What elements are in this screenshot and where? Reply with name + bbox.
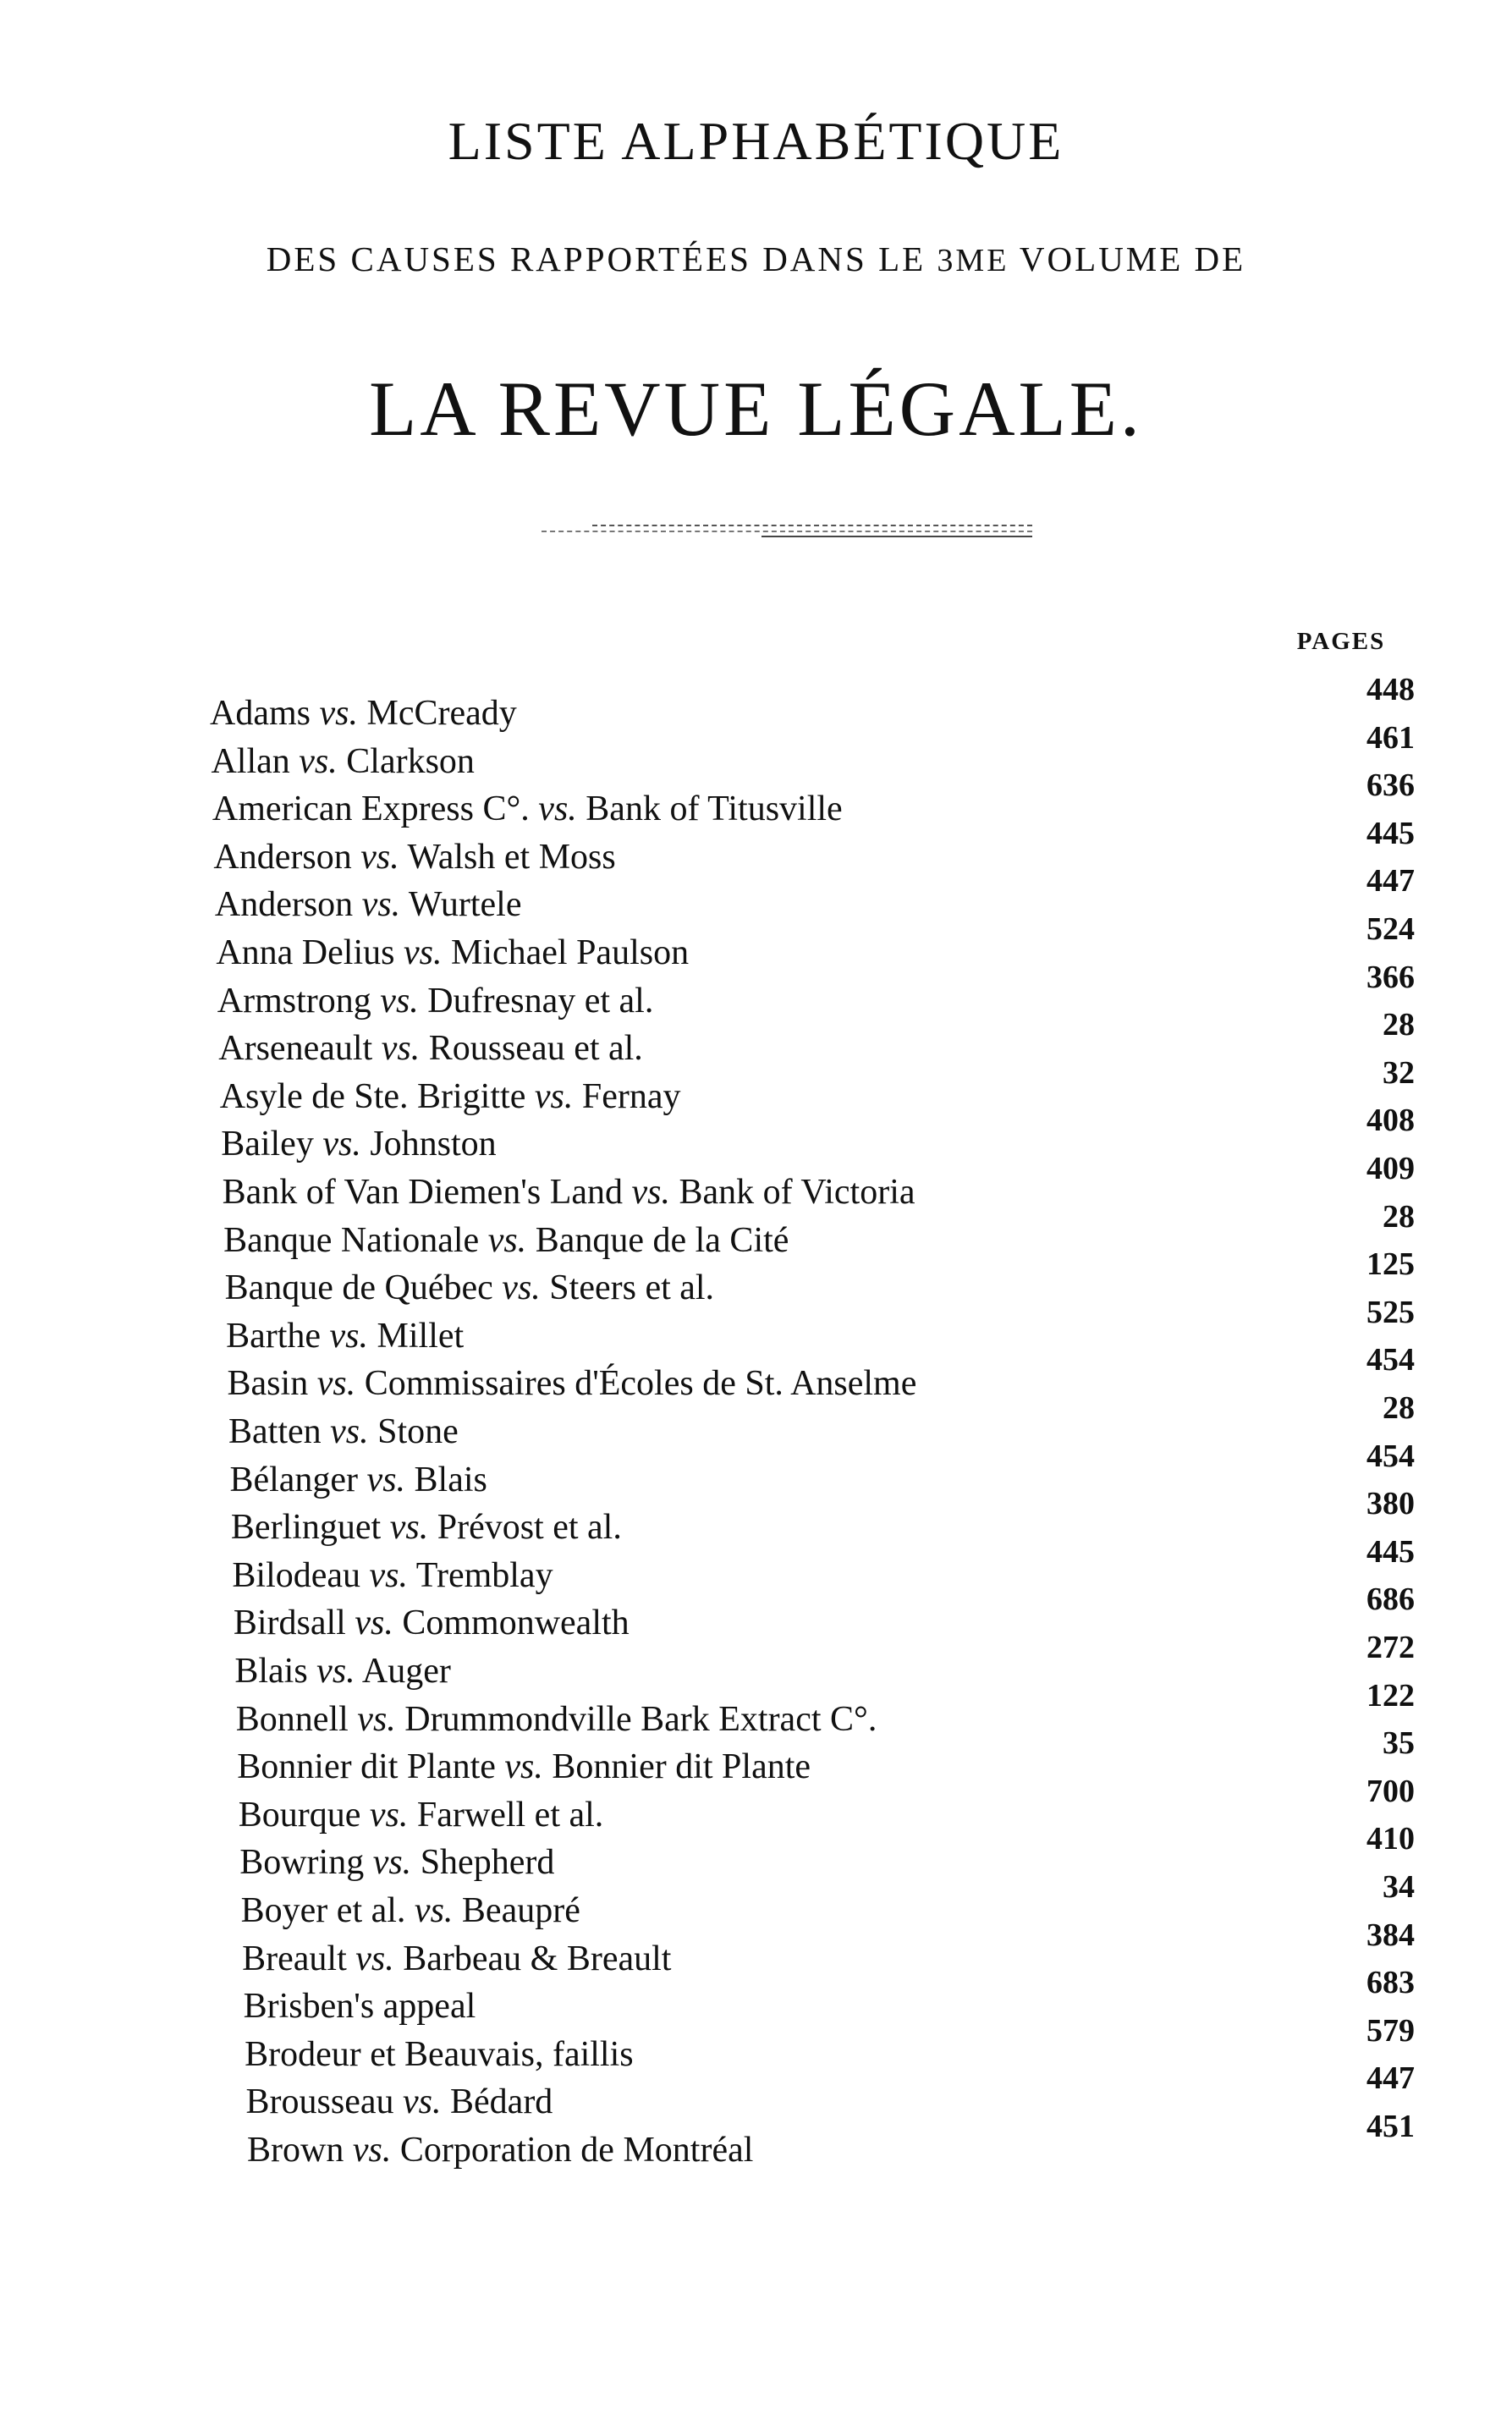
page-number: 686 — [1366, 1582, 1415, 1618]
defendant: Stone — [377, 1412, 459, 1451]
defendant: Dufresnay et al. — [427, 981, 654, 1020]
case-name — [232, 1552, 553, 1599]
case-title: Brodeur et Beauvais, faillis — [245, 2034, 634, 2074]
case-name — [236, 1696, 877, 1743]
case-name — [210, 690, 517, 737]
page-number: 461 — [1366, 719, 1415, 756]
case-name — [218, 1025, 643, 1072]
page-number: 445 — [1366, 815, 1415, 851]
plaintiff: Armstrong — [217, 981, 371, 1020]
defendant: Auger — [361, 1652, 451, 1691]
plaintiff: Bonnell — [235, 1699, 349, 1739]
page-number: 636 — [1366, 767, 1415, 804]
plaintiff: Anderson — [213, 837, 352, 877]
plaintiff: Breault — [242, 1939, 347, 1978]
defendant: Beaupré — [461, 1891, 580, 1930]
versus-label: vs. — [538, 789, 577, 829]
defendant: Wurtele — [408, 885, 522, 925]
case-title: Brisben's appeal — [243, 1987, 476, 2027]
page-number: 410 — [1366, 1821, 1415, 1857]
subtitle-before: DES CAUSES RAPPORTÉES DANS LE — [266, 239, 937, 278]
subtitle-ordinal: 3ME — [937, 243, 1009, 278]
defendant: Clarkson — [346, 741, 475, 781]
case-name — [237, 1743, 811, 1791]
plaintiff: Bélanger — [229, 1460, 359, 1499]
case-name — [213, 833, 615, 881]
page-number: 125 — [1366, 1246, 1415, 1283]
plaintiff: Batten — [228, 1412, 322, 1451]
plaintiff: Anna Delius — [216, 933, 395, 972]
page-number: 35 — [1383, 1725, 1415, 1762]
defendant: Millet — [377, 1316, 465, 1356]
versus-label: vs. — [389, 1508, 429, 1548]
defendant: Steers et al. — [549, 1268, 715, 1308]
plaintiff: Bourque — [238, 1795, 361, 1835]
case-name — [226, 1312, 464, 1360]
defendant: Barbeau & Breault — [403, 1939, 672, 1978]
plaintiff: Bailey — [221, 1125, 314, 1164]
versus-label: vs. — [299, 741, 338, 781]
case-name — [228, 1360, 917, 1407]
case-name — [247, 2126, 753, 2174]
plaintiff: Banque Nationale — [223, 1220, 480, 1260]
defendant: Blais — [414, 1460, 487, 1499]
page-number: 448 — [1366, 672, 1415, 707]
versus-label: vs. — [369, 1555, 409, 1595]
defendant: Bédard — [450, 2082, 553, 2122]
case-name — [211, 738, 474, 785]
plaintiff: Barthe — [226, 1316, 322, 1356]
page-number: 454 — [1366, 1438, 1415, 1474]
case-name — [239, 1791, 604, 1839]
versus-label: vs. — [534, 1076, 574, 1116]
versus-label: vs. — [504, 1747, 543, 1787]
page-number: 451 — [1366, 2109, 1415, 2144]
plaintiff: Bilodeau — [232, 1555, 361, 1595]
versus-label: vs. — [380, 981, 419, 1020]
case-name — [217, 977, 654, 1025]
versus-label: vs. — [322, 1125, 361, 1164]
case-name — [223, 1217, 789, 1264]
plaintiff: Adams — [210, 694, 311, 733]
case-name — [225, 1264, 714, 1312]
case-name — [244, 1983, 476, 2030]
page-number: 579 — [1366, 2012, 1415, 2049]
case-name — [215, 881, 522, 928]
versus-label: vs. — [369, 1795, 409, 1835]
defendant: Prévost et al. — [437, 1508, 622, 1548]
versus-label: vs. — [361, 885, 401, 925]
defendant: Michael Paulson — [450, 933, 690, 972]
case-name — [242, 1935, 671, 1983]
case-name — [231, 1504, 622, 1551]
versus-label: vs. — [330, 1412, 369, 1451]
versus-label: vs. — [403, 933, 443, 972]
versus-label: vs. — [366, 1460, 406, 1499]
plaintiff: Basin — [227, 1364, 309, 1404]
defendant: Bank of Titusville — [586, 789, 843, 829]
plaintiff: American Express C°. — [212, 789, 530, 829]
page-number: 524 — [1366, 911, 1415, 947]
plaintiff: Bonnier dit Plante — [237, 1747, 496, 1787]
page-number: 525 — [1366, 1294, 1415, 1330]
defendant: McCready — [366, 694, 517, 733]
defendant: Corporation de Montréal — [399, 2131, 754, 2170]
defendant: Johnston — [370, 1125, 497, 1164]
page-number: 272 — [1366, 1630, 1415, 1665]
subtitle-after: VOLUME DE — [1009, 239, 1246, 278]
case-entry — [0, 2109, 1512, 2174]
case-name — [234, 1648, 451, 1695]
versus-label: vs. — [502, 1268, 541, 1308]
versus-label: vs. — [487, 1220, 527, 1260]
plaintiff: Berlinguet — [230, 1508, 382, 1548]
defendant: Bonnier dit Plante — [552, 1747, 811, 1787]
plaintiff: Brousseau — [245, 2082, 394, 2122]
defendant: Commissaires d'Écoles de St. Anselme — [364, 1364, 917, 1404]
defendant: Shepherd — [420, 1843, 555, 1883]
versus-label: vs. — [319, 694, 358, 733]
case-name — [239, 1839, 554, 1886]
page-number: 683 — [1366, 1965, 1415, 2001]
versus-label: vs. — [403, 2082, 442, 2122]
plaintiff: Bowring — [239, 1843, 365, 1883]
plaintiff: Allan — [211, 741, 290, 781]
versus-label: vs. — [414, 1891, 454, 1930]
page-number: 408 — [1366, 1103, 1415, 1139]
case-name — [212, 785, 843, 833]
journal-title: LA REVUE LÉGALE. — [369, 366, 1143, 452]
defendant: Drummondville Bark Extract C°. — [404, 1699, 877, 1739]
versus-label: vs. — [372, 1843, 412, 1883]
plaintiff: Blais — [234, 1652, 308, 1691]
page-number: 447 — [1366, 2060, 1415, 2097]
page-number: 32 — [1383, 1054, 1415, 1091]
page-number: 122 — [1366, 1677, 1415, 1714]
versus-label: vs. — [355, 1939, 394, 1978]
defendant: Bank of Victoria — [679, 1173, 915, 1212]
defendant: Banque de la Cité — [535, 1220, 789, 1260]
case-name — [221, 1120, 497, 1168]
pages-column-header: PAGES — [1296, 628, 1386, 655]
versus-label: vs. — [316, 1364, 356, 1404]
defendant: Fernay — [581, 1076, 681, 1116]
case-name — [234, 1599, 630, 1647]
defendant: Commonwealth — [402, 1604, 630, 1643]
plaintiff: Bank of Van Diemen's Land — [222, 1173, 624, 1212]
page-number: 409 — [1366, 1151, 1415, 1186]
page-number: 366 — [1366, 959, 1415, 995]
versus-label: vs. — [357, 1699, 396, 1739]
plaintiff: Arseneault — [218, 1029, 373, 1069]
page-number: 380 — [1366, 1486, 1415, 1522]
case-name — [223, 1169, 915, 1216]
case-name — [245, 2031, 634, 2078]
page-number: 384 — [1366, 1917, 1415, 1953]
versus-label: vs. — [352, 2131, 392, 2170]
defendant: Walsh et Moss — [407, 837, 616, 877]
plaintiff: Asyle de Ste. Brigitte — [219, 1076, 526, 1116]
case-name — [246, 2078, 553, 2126]
case-name — [229, 1456, 487, 1504]
defendant: Farwell et al. — [416, 1795, 604, 1835]
page-number: 34 — [1383, 1869, 1415, 1905]
page-number: 28 — [1383, 1007, 1415, 1043]
versus-label: vs. — [316, 1652, 355, 1691]
plaintiff: Anderson — [214, 885, 354, 925]
versus-label: vs. — [631, 1173, 671, 1212]
page-number: 28 — [1383, 1390, 1415, 1426]
defendant: Tremblay — [415, 1555, 553, 1595]
plaintiff: Brown — [247, 2131, 344, 2170]
case-name — [228, 1408, 459, 1455]
plaintiff: Banque de Québec — [224, 1268, 493, 1308]
page-number: 28 — [1383, 1198, 1415, 1235]
page-number: 447 — [1366, 863, 1415, 899]
page-number: 454 — [1366, 1342, 1415, 1378]
case-name — [216, 929, 689, 976]
versus-label: vs. — [381, 1029, 421, 1069]
defendant: Rousseau et al. — [428, 1029, 643, 1069]
page-number: 445 — [1366, 1533, 1415, 1570]
versus-label: vs. — [360, 837, 399, 877]
page-title: LISTE ALPHABÉTIQUE — [448, 111, 1064, 171]
plaintiff: Boyer et al. — [240, 1891, 406, 1930]
versus-label: vs. — [329, 1316, 369, 1356]
versus-label: vs. — [355, 1604, 393, 1643]
case-name — [220, 1073, 681, 1120]
plaintiff: Birdsall — [233, 1604, 346, 1643]
case-name — [241, 1887, 580, 1934]
page-number: 700 — [1366, 1773, 1415, 1809]
